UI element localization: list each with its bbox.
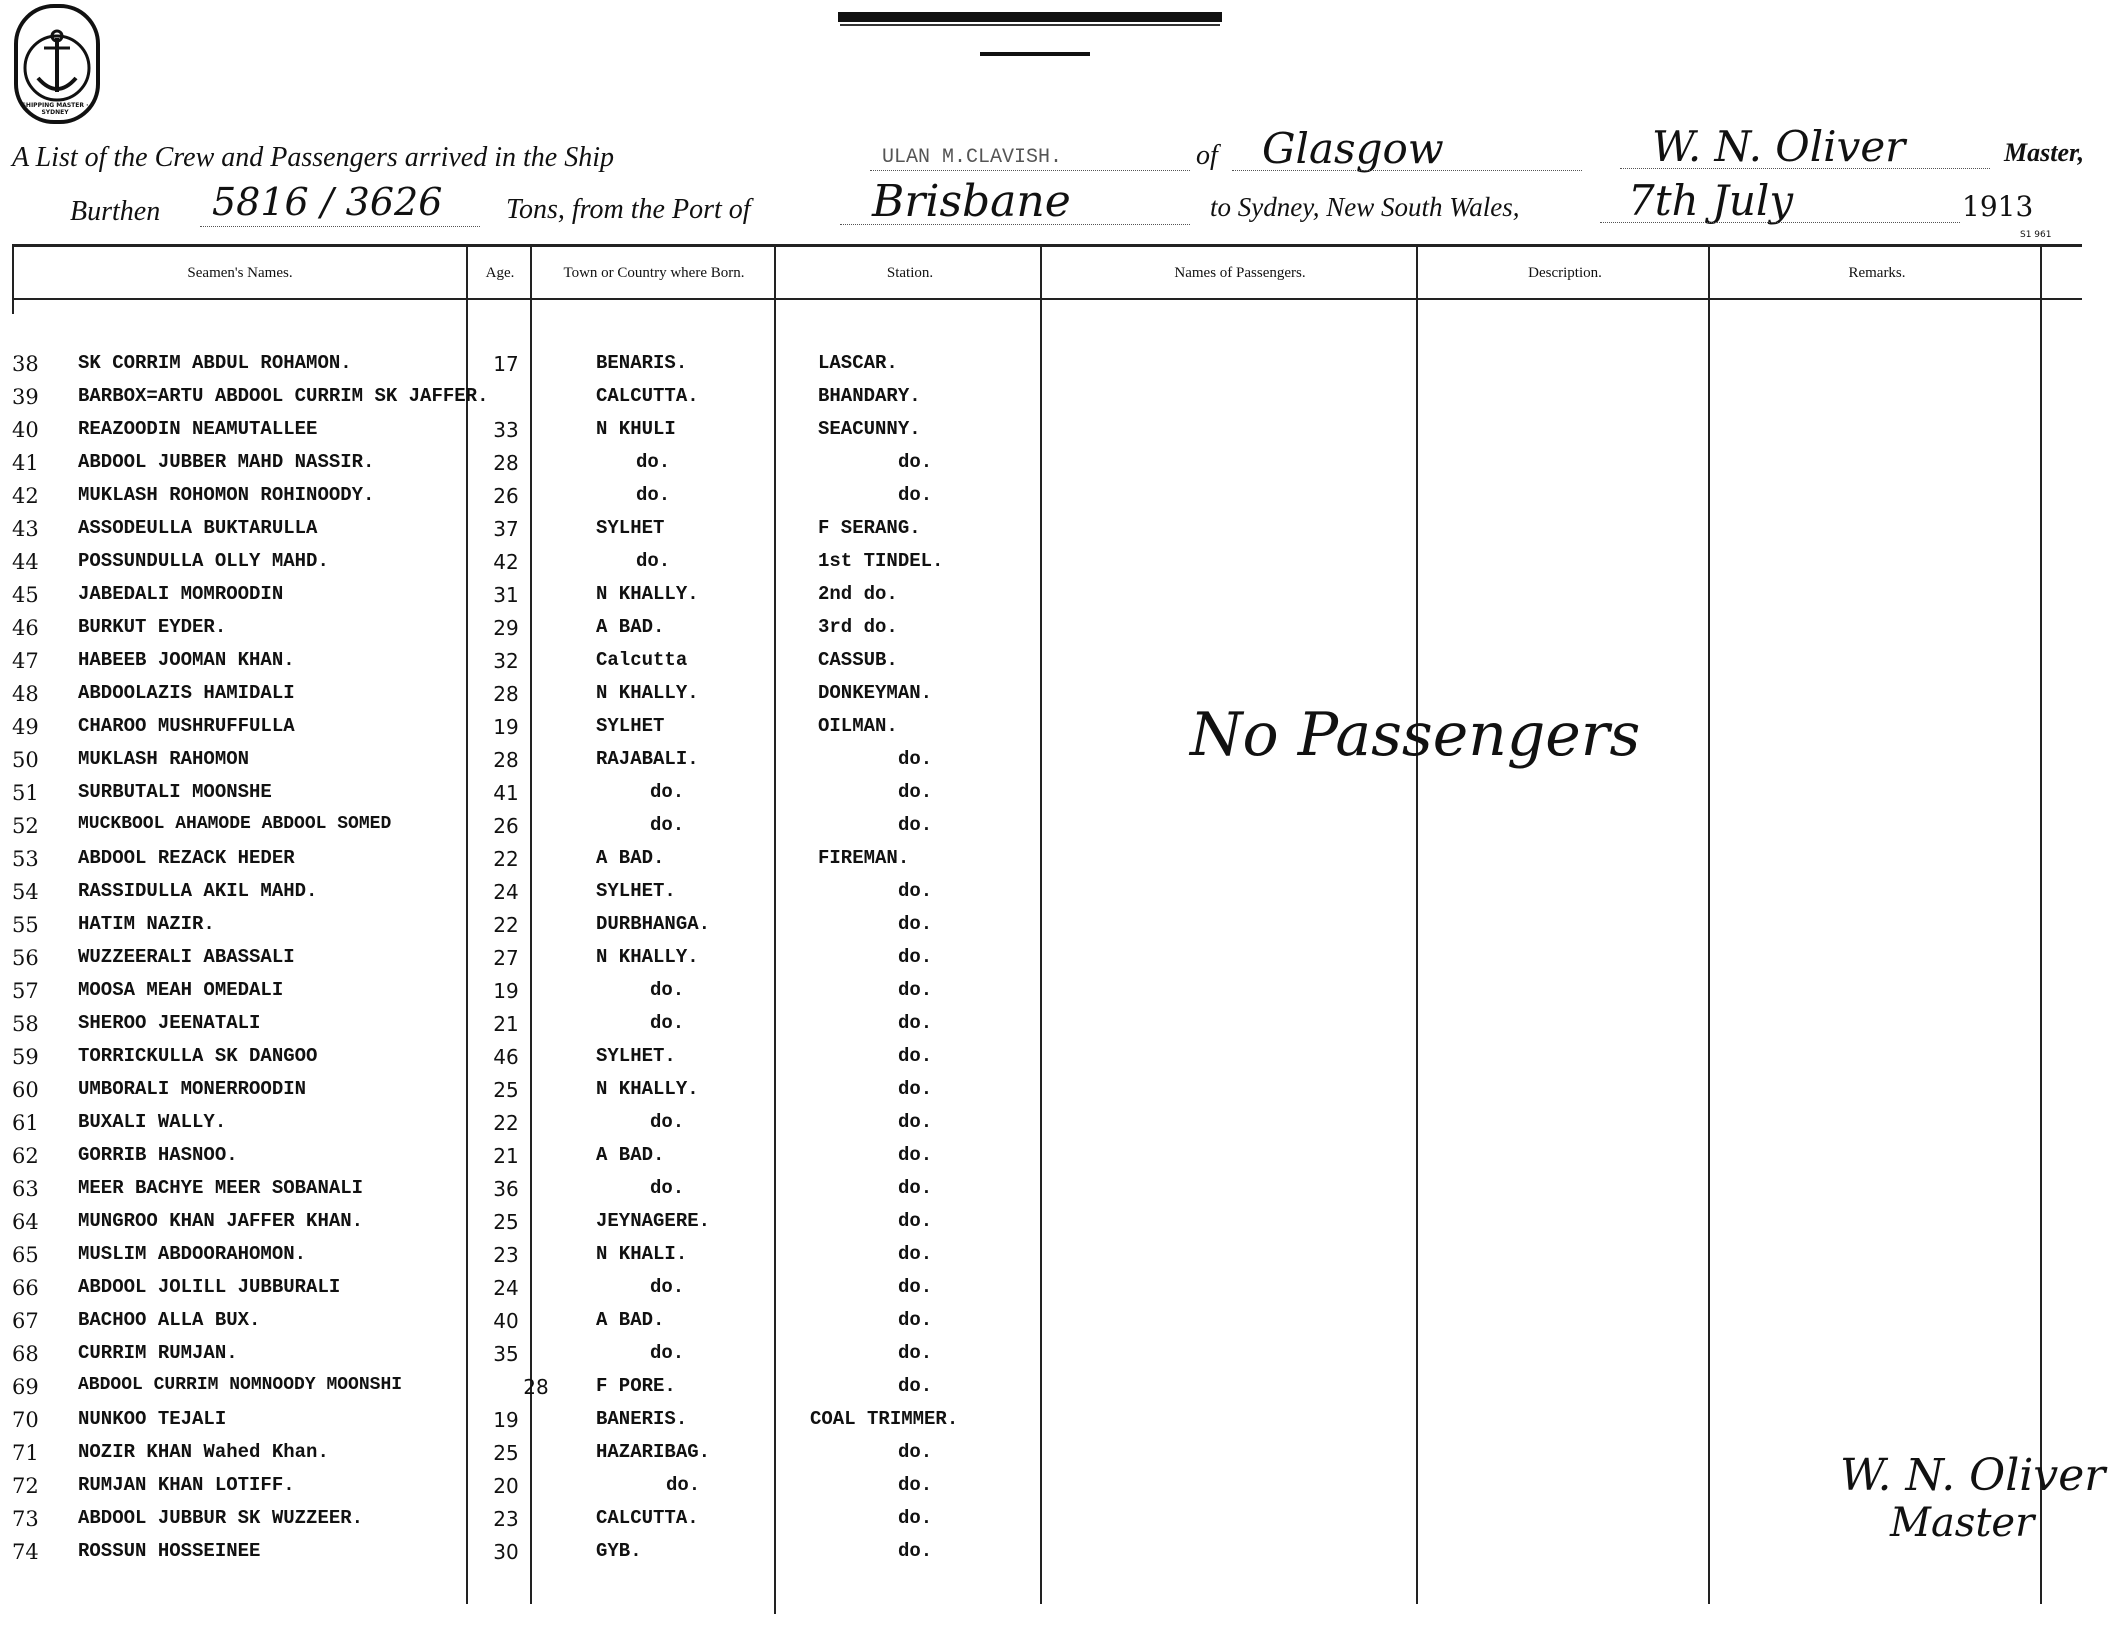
seaman-name: ABDOOL JOLILL JUBBURALI (78, 1276, 341, 1298)
seaman-name: ABDOOLAZIS HAMIDALI (78, 682, 295, 704)
master-signature-title: Master (1890, 1500, 2035, 1546)
row-number: 61 (12, 1111, 39, 1135)
seaman-station: do. (898, 1012, 933, 1034)
row-number: 63 (12, 1177, 39, 1201)
table-row (0, 1078, 1100, 1110)
row-number: 41 (12, 451, 39, 475)
seaman-name: MUCKBOOL AHAMODE ABDOOL SOMED (78, 814, 392, 834)
col-header-station: Station. (886, 265, 934, 281)
seaman-name: SURBUTALI MOONSHE (78, 781, 272, 803)
row-number: 71 (12, 1441, 39, 1465)
seaman-age: 37 (493, 517, 519, 541)
row-number: 67 (12, 1309, 39, 1333)
seaman-birthplace: A BAD. (596, 1144, 665, 1166)
seaman-name: UMBORALI MONERROODIN (78, 1078, 307, 1100)
seaman-name: WUZZEERALI ABASSALI (78, 946, 295, 968)
table-row (0, 880, 1100, 912)
seaman-age: 26 (493, 484, 519, 508)
seaman-name: MOOSA MEAH OMEDALI (78, 979, 284, 1001)
seaman-station: do. (898, 880, 933, 902)
row-number: 56 (12, 946, 39, 970)
table-row (0, 1507, 1100, 1539)
tons-label: Tons, from the Port of (506, 194, 751, 225)
row-number: 43 (12, 517, 39, 541)
seaman-station: do. (898, 1507, 933, 1529)
seaman-age: 36 (493, 1177, 519, 1201)
seaman-station: CASSUB. (818, 649, 898, 671)
seaman-birthplace: A BAD. (596, 616, 665, 638)
seaman-age: 24 (493, 880, 519, 904)
seaman-name: HATIM NAZIR. (78, 913, 215, 935)
seaman-birthplace: DURBHANGA. (596, 913, 711, 935)
seaman-name: MUSLIM ABDOORAHOMON. (78, 1243, 307, 1265)
table-row (0, 583, 1100, 615)
header-line1 (12, 142, 614, 174)
seaman-birthplace: do. (650, 1276, 685, 1298)
table-row (0, 352, 1100, 384)
seaman-birthplace: BENARIS. (596, 352, 688, 374)
table-row (0, 946, 1100, 978)
seaman-age: 31 (493, 583, 519, 607)
seaman-station: FIREMAN. (818, 847, 910, 869)
seaman-station: do. (898, 1210, 933, 1232)
seaman-birthplace: SYLHET (596, 715, 665, 737)
seaman-birthplace: GYB. (596, 1540, 642, 1562)
table-row (0, 781, 1100, 813)
row-number: 55 (12, 913, 39, 937)
seaman-station: do. (898, 1144, 933, 1166)
seaman-birthplace: N KHALLY. (596, 1078, 699, 1100)
row-number: 73 (12, 1507, 39, 1531)
header-rule-bottom (12, 298, 2082, 300)
row-number: 64 (12, 1210, 39, 1234)
seaman-name: BUXALI WALLY. (78, 1111, 227, 1133)
seaman-name: MUNGROO KHAN JAFFER KHAN. (78, 1210, 364, 1232)
seaman-birthplace: do. (650, 1111, 685, 1133)
seaman-age: 25 (493, 1210, 519, 1234)
row-number: 39 (12, 385, 39, 409)
seaman-birthplace: N KHULI (596, 418, 676, 440)
table-row (0, 1243, 1100, 1275)
seaman-birthplace: CALCUTTA. (596, 385, 699, 407)
ship-name: ULAN M.CLAVISH. (882, 146, 1063, 169)
top-redaction-bar (838, 12, 1222, 22)
seaman-station: OILMAN. (818, 715, 898, 737)
row-number: 69 (12, 1375, 39, 1399)
seaman-birthplace: do. (636, 550, 671, 572)
seaman-age: 20 (493, 1474, 519, 1498)
top-small-rule (980, 52, 1090, 56)
table-row (0, 1210, 1100, 1242)
table-row (0, 1408, 1100, 1440)
table-row (0, 1111, 1100, 1143)
seaman-birthplace: Calcutta (596, 649, 688, 671)
seaman-name: ASSODEULLA BUKTARULLA (78, 517, 318, 539)
seaman-age: 40 (493, 1309, 519, 1333)
master-signature: W. N. Oliver (1840, 1450, 2106, 1501)
seaman-birthplace: do. (636, 451, 671, 473)
seaman-station: do. (898, 814, 933, 836)
seaman-name: RUMJAN KHAN LOTIFF. (78, 1474, 295, 1496)
seaman-station: do. (898, 1078, 933, 1100)
row-number: 44 (12, 550, 39, 574)
table-row (0, 1177, 1100, 1209)
seaman-age: 28 (493, 451, 519, 475)
seaman-age: 30 (493, 1540, 519, 1564)
seaman-birthplace: RAJABALI. (596, 748, 699, 770)
seaman-name: CURRIM RUMJAN. (78, 1342, 238, 1364)
seaman-name: BURKUT EYDER. (78, 616, 227, 638)
col-div-description (1416, 244, 1418, 1604)
seaman-name: MEER BACHYE MEER SOBANALI (78, 1177, 364, 1199)
seaman-birthplace: do. (650, 1342, 685, 1364)
seaman-station: do. (898, 979, 933, 1001)
seaman-name: CHAROO MUSHRUFFULLA (78, 715, 295, 737)
seaman-name: SK CORRIM ABDUL ROHAMON. (78, 352, 352, 374)
seaman-station: do. (898, 1441, 933, 1463)
seaman-name: NOZIR KHAN Wahed Khan. (78, 1441, 329, 1463)
row-number: 49 (12, 715, 39, 739)
table-row (0, 418, 1100, 450)
row-number: 58 (12, 1012, 39, 1036)
shipping-master-stamp (14, 4, 100, 124)
header-rule-top (12, 244, 2082, 247)
seaman-birthplace: do. (636, 484, 671, 506)
table-row (0, 1309, 1100, 1341)
seaman-station: do. (898, 781, 933, 803)
seaman-name: ABDOOL JUBBER MAHD NASSIR. (78, 451, 375, 473)
seaman-station: do. (898, 1309, 933, 1331)
seaman-name: RASSIDULLA AKIL MAHD. (78, 880, 318, 902)
seaman-station: do. (898, 1111, 933, 1133)
seaman-station: do. (898, 451, 933, 473)
dotted-rule-port (1232, 170, 1582, 171)
seaman-age: 28 (493, 682, 519, 706)
table-row (0, 649, 1100, 681)
seaman-age: 22 (493, 1111, 519, 1135)
row-number: 46 (12, 616, 39, 640)
row-number: 59 (12, 1045, 39, 1069)
seaman-station: do. (898, 1474, 933, 1496)
seaman-age: 22 (493, 847, 519, 871)
no-passengers-note: No Passengers (1190, 700, 1641, 770)
table-row (0, 814, 1100, 846)
col-div-remarks (1708, 244, 1710, 1604)
row-number: 48 (12, 682, 39, 706)
seaman-age: 26 (493, 814, 519, 838)
table-row (0, 451, 1100, 483)
seaman-age: 17 (493, 352, 519, 376)
row-number: 45 (12, 583, 39, 607)
seaman-age: 19 (493, 1408, 519, 1432)
seaman-birthplace: N KHALLY. (596, 682, 699, 704)
col-header-remarks: Remarks. (1848, 265, 1906, 281)
col-header-description: Description. (1528, 265, 1602, 281)
seaman-name: GORRIB HASNOO. (78, 1144, 238, 1166)
seaman-birthplace: SYLHET. (596, 1045, 676, 1067)
table-row (0, 616, 1100, 648)
table-row (0, 1012, 1100, 1044)
table-row (0, 385, 1100, 417)
seaman-station: do. (898, 946, 933, 968)
row-number: 54 (12, 880, 39, 904)
seaman-age: 21 (493, 1144, 519, 1168)
seaman-birthplace: SYLHET (596, 517, 665, 539)
seaman-age: 22 (493, 913, 519, 937)
seaman-birthplace: do. (650, 781, 685, 803)
seaman-birthplace: JEYNAGERE. (596, 1210, 711, 1232)
row-number: 57 (12, 979, 39, 1003)
seaman-age: 46 (493, 1045, 519, 1069)
seaman-station: do. (898, 1243, 933, 1265)
seaman-station: do. (898, 1045, 933, 1067)
seaman-age: 25 (493, 1078, 519, 1102)
seaman-station: DONKEYMAN. (818, 682, 933, 704)
form-code: S1 961 (2020, 230, 2052, 240)
table-row (0, 682, 1100, 714)
seaman-age: 23 (493, 1243, 519, 1267)
home-port: Glasgow (1262, 124, 1444, 173)
seaman-age: 42 (493, 550, 519, 574)
top-rule (840, 24, 1220, 26)
seaman-birthplace: do. (650, 814, 685, 836)
seaman-name: ABDOOL REZACK HEDER (78, 847, 295, 869)
row-number: 53 (12, 847, 39, 871)
seaman-birthplace: A BAD. (596, 1309, 665, 1331)
seaman-age: 25 (493, 1441, 519, 1465)
row-number: 70 (12, 1408, 39, 1432)
date-written: 7th July (1628, 176, 1794, 225)
stamp-text: SHIPPING MASTER · SYDNEY (21, 102, 89, 116)
table-row (0, 979, 1100, 1011)
table-row (0, 1375, 1100, 1407)
seaman-station: SEACUNNY. (818, 418, 921, 440)
year: 1913 (1962, 190, 2034, 223)
seaman-station: 3rd do. (818, 616, 898, 638)
seaman-birthplace: N KHALLY. (596, 946, 699, 968)
row-number: 40 (12, 418, 39, 442)
seaman-birthplace: F PORE. (596, 1375, 676, 1397)
seaman-age: 21 (493, 1012, 519, 1036)
dotted-rule-date (1600, 222, 1960, 223)
row-number: 51 (12, 781, 39, 805)
row-number: 74 (12, 1540, 39, 1564)
table-row (0, 550, 1100, 582)
master-label: Master, (2004, 138, 2085, 167)
seaman-age: 29 (493, 616, 519, 640)
seaman-station: F SERANG. (818, 517, 921, 539)
burthen-label: Burthen (70, 196, 161, 227)
table-row (0, 715, 1100, 747)
row-number: 72 (12, 1474, 39, 1498)
seaman-station: do. (898, 1342, 933, 1364)
seaman-birthplace: N KHALLY. (596, 583, 699, 605)
seaman-age: 35 (493, 1342, 519, 1366)
title-text: A List of the Crew and Passengers arrived in the Ship (12, 142, 614, 173)
table-row (0, 484, 1100, 516)
seaman-station: 1st TINDEL. (818, 550, 944, 572)
seaman-station: 2nd do. (818, 583, 898, 605)
seaman-birthplace: do. (666, 1474, 701, 1496)
of-label: of (1196, 140, 1218, 171)
table-row (0, 517, 1100, 549)
master-name: W. N. Oliver (1652, 122, 1906, 171)
row-number: 62 (12, 1144, 39, 1168)
seaman-name: HABEEB JOOMAN KHAN. (78, 649, 295, 671)
seaman-name: ABDOOL JUBBUR SK WUZZEER. (78, 1507, 364, 1529)
dotted-rule-burthen (200, 226, 480, 227)
seaman-station: do. (898, 484, 933, 506)
seaman-age: 41 (493, 781, 519, 805)
seaman-age: 23 (493, 1507, 519, 1531)
seaman-age: 28 (523, 1375, 549, 1399)
seaman-age: 19 (493, 715, 519, 739)
table-row (0, 913, 1100, 945)
seaman-age: 24 (493, 1276, 519, 1300)
row-number: 68 (12, 1342, 39, 1366)
row-number: 65 (12, 1243, 39, 1267)
seaman-station: LASCAR. (818, 352, 898, 374)
seaman-age: 19 (493, 979, 519, 1003)
seaman-birthplace: N KHALI. (596, 1243, 688, 1265)
row-number: 38 (12, 352, 39, 376)
seaman-station: BHANDARY. (818, 385, 921, 407)
col-header-born: Town or Country where Born. (563, 265, 745, 281)
seaman-birthplace: CALCUTTA. (596, 1507, 699, 1529)
row-number: 50 (12, 748, 39, 772)
seaman-birthplace: do. (650, 979, 685, 1001)
col-header-passengers: Names of Passengers. (1174, 265, 1306, 281)
seaman-name: MUKLASH RAHOMON (78, 748, 250, 770)
seaman-name: POSSUNDULLA OLLY MAHD. (78, 550, 329, 572)
table-row (0, 1342, 1100, 1374)
seaman-station: do. (898, 1375, 933, 1397)
seaman-birthplace: do. (650, 1012, 685, 1034)
seaman-name: NUNKOO TEJALI (78, 1408, 227, 1430)
table-row (0, 1540, 1100, 1572)
table-row (0, 1276, 1100, 1308)
table-row (0, 1441, 1100, 1473)
row-number: 66 (12, 1276, 39, 1300)
row-number: 52 (12, 814, 39, 838)
from-port: Brisbane (872, 176, 1071, 227)
seaman-birthplace: A BAD. (596, 847, 665, 869)
seaman-station: do. (898, 1177, 933, 1199)
seaman-name: REAZOODIN NEAMUTALLEE (78, 418, 318, 440)
table-row (0, 1045, 1100, 1077)
seaman-age: 28 (493, 748, 519, 772)
seaman-age: 33 (493, 418, 519, 442)
seaman-birthplace: SYLHET. (596, 880, 676, 902)
seaman-name: BARBOX=ARTU ABDOOL CURRIM SK JAFFER. (78, 385, 489, 407)
seaman-name: SHEROO JEENATALI (78, 1012, 261, 1034)
seaman-birthplace: HAZARIBAG. (596, 1441, 711, 1463)
seaman-name: TORRICKULLA SK DANGOO (78, 1045, 318, 1067)
seaman-birthplace: BANERIS. (596, 1408, 688, 1430)
dotted-rule-from (840, 224, 1190, 225)
row-number: 42 (12, 484, 39, 508)
dotted-rule-master (1620, 168, 1990, 169)
row-number: 47 (12, 649, 39, 673)
seaman-name: MUKLASH ROHOMON ROHINOODY. (78, 484, 375, 506)
seaman-birthplace: do. (650, 1177, 685, 1199)
seaman-age: 32 (493, 649, 519, 673)
seaman-station: COAL TRIMMER. (810, 1408, 959, 1430)
seaman-name: ROSSUN HOSSEINEE (78, 1540, 261, 1562)
seaman-station: do. (898, 748, 933, 770)
seaman-name: JABEDALI MOMROODIN (78, 583, 284, 605)
table-row (0, 748, 1100, 780)
table-row (0, 847, 1100, 879)
table-row (0, 1144, 1100, 1176)
left-border (12, 244, 14, 314)
col-header-seamen: Seamen's Names. (187, 265, 293, 281)
to-label: to Sydney, New South Wales, (1210, 192, 1520, 222)
col-header-age: Age. (485, 265, 515, 281)
row-number: 60 (12, 1078, 39, 1102)
seaman-station: do. (898, 1276, 933, 1298)
seaman-name: BACHOO ALLA BUX. (78, 1309, 261, 1331)
table-row (0, 1474, 1100, 1506)
seaman-name: ABDOOL CURRIM NOMNOODY MOONSHI (78, 1375, 403, 1395)
seaman-station: do. (898, 1540, 933, 1562)
col-div-end (2040, 244, 2042, 1604)
dotted-rule-ship (870, 170, 1190, 171)
seaman-station: do. (898, 913, 933, 935)
burthen-value: 5816 / 3626 (212, 180, 443, 224)
seaman-age: 27 (493, 946, 519, 970)
